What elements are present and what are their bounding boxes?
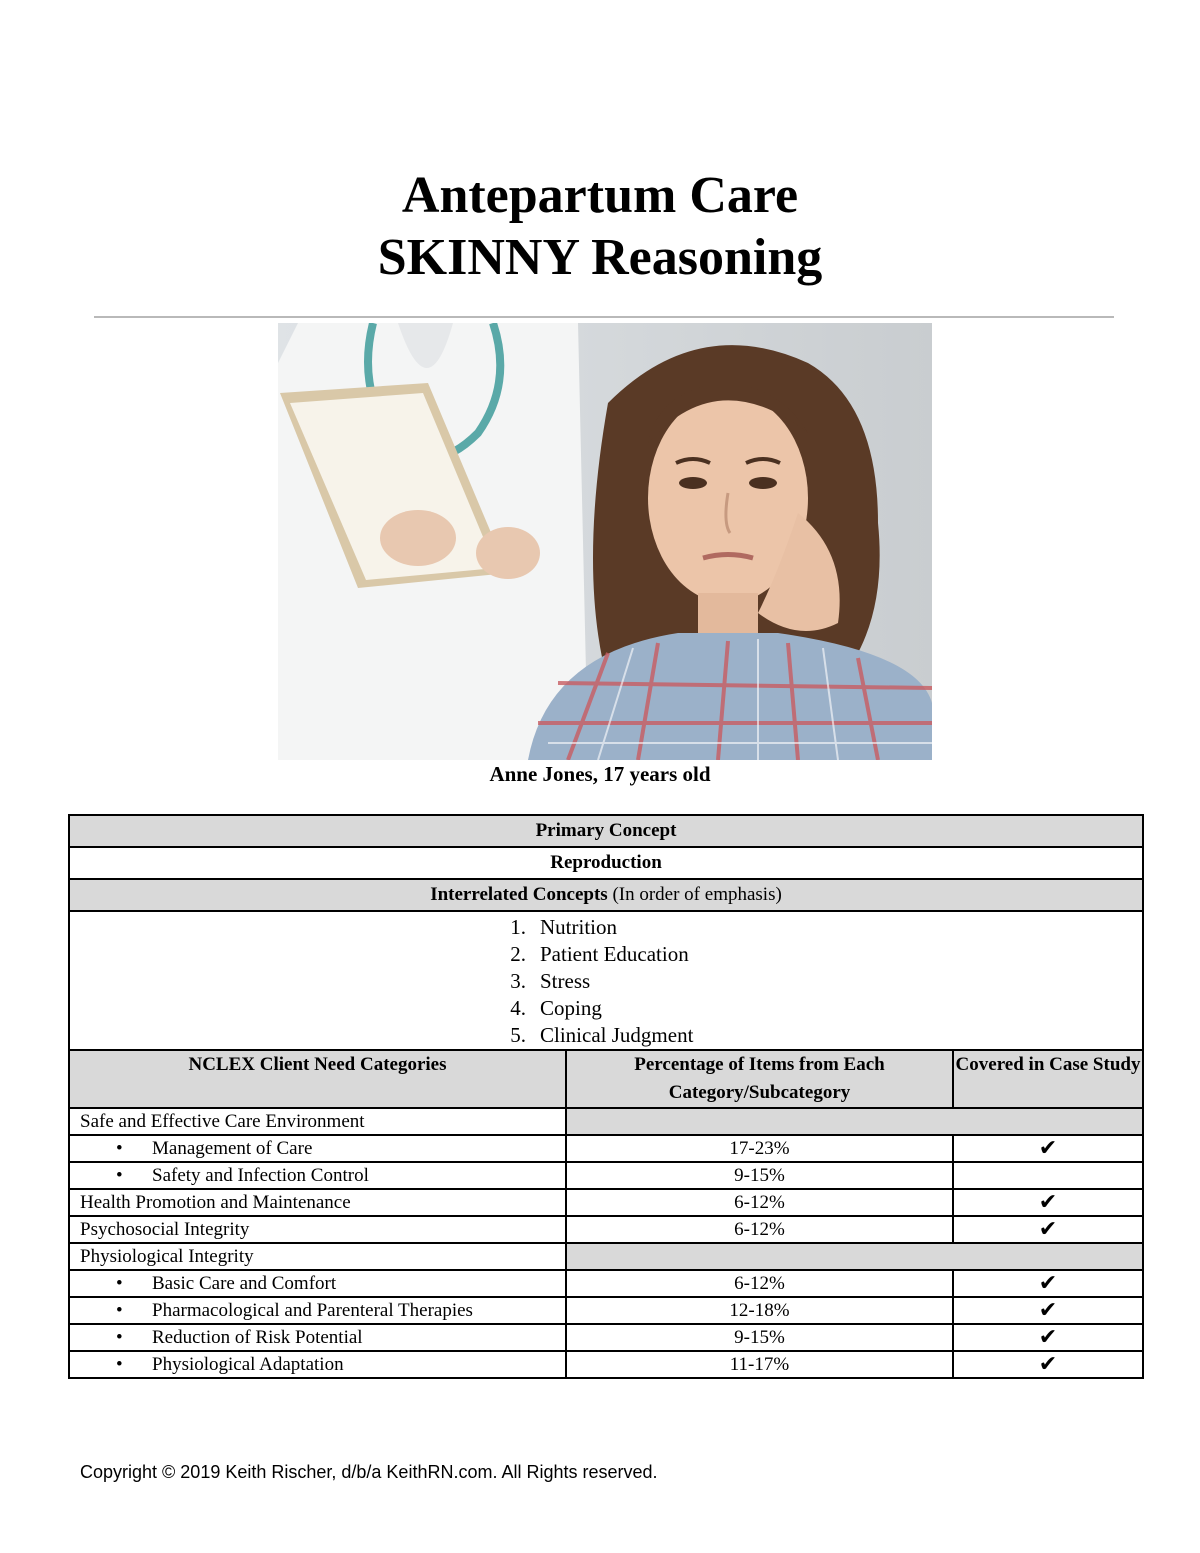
- subcategory-label: • Reduction of Risk Potential: [69, 1324, 566, 1351]
- table-row: [69, 1297, 1143, 1324]
- checkmark-icon: ✔: [953, 1351, 1143, 1378]
- checkmark-icon: ✔: [953, 1297, 1143, 1324]
- title-divider: [94, 316, 1114, 318]
- document-title: [0, 165, 1200, 289]
- primary-concept-header: Primary Concept: [69, 815, 1143, 847]
- subcategory-label: • Physiological Adaptation: [69, 1351, 566, 1378]
- percentage-cell: 6-12%: [566, 1189, 953, 1216]
- title-line-1: Antepartum Care: [401, 167, 799, 224]
- photo-caption: Anne Jones, 17 years old: [489, 762, 711, 786]
- percentage-cell: 17-23%: [566, 1135, 953, 1162]
- category-label: Psychosocial Integrity: [69, 1216, 566, 1243]
- percentage-cell: 9-15%: [566, 1162, 953, 1189]
- percentage-cell: 6-12%: [566, 1270, 953, 1297]
- category-spacer: [566, 1108, 1143, 1135]
- list-item: 5. Clinical Judgment: [510, 1023, 694, 1047]
- table-row: [69, 1162, 1143, 1189]
- table-row: [69, 1108, 1143, 1135]
- primary-concept-value: Reproduction: [69, 847, 1143, 879]
- column-header-covered: Covered in Case Study: [953, 1050, 1143, 1108]
- percentage-cell: 9-15%: [566, 1324, 953, 1351]
- checkmark-icon: ✔: [953, 1135, 1143, 1162]
- patient-photo: [278, 323, 932, 760]
- list-item: 4. Coping: [510, 996, 602, 1020]
- subcategory-label: • Pharmacological and Parenteral Therapies: [69, 1297, 566, 1324]
- list-item: 3. Stress: [510, 969, 591, 993]
- table-row: [69, 1270, 1143, 1297]
- table-row: [69, 1135, 1143, 1162]
- category-label: Safe and Effective Care Environment: [69, 1108, 566, 1135]
- list-item: 1. Nutrition: [510, 915, 617, 939]
- percentage-cell: 12-18%: [566, 1297, 953, 1324]
- checkmark-icon: ✔: [953, 1189, 1143, 1216]
- title-line-2: SKINNY Reasoning: [377, 229, 823, 286]
- copyright-footer: Copyright © 2019 Keith Rischer, d/b/a KeithRN.com. All Rights reserved.: [80, 1462, 658, 1482]
- column-header-percentage: Percentage of Items from Each Category/Subcategory: [566, 1050, 953, 1108]
- table-row: [69, 1324, 1143, 1351]
- checkmark-icon: ✔: [953, 1270, 1143, 1297]
- checkmark-icon: ✔: [953, 1324, 1143, 1351]
- percentage-cell: 11-17%: [566, 1351, 953, 1378]
- checkmark-cell: [953, 1162, 1143, 1189]
- interrelated-concepts-header: Interrelated Concepts (In order of emphasis): [69, 879, 1143, 911]
- subcategory-label: • Basic Care and Comfort: [69, 1270, 566, 1297]
- subcategory-label: • Management of Care: [69, 1135, 566, 1162]
- checkmark-icon: ✔: [953, 1216, 1143, 1243]
- subcategory-label: • Safety and Infection Control: [69, 1162, 566, 1189]
- list-item: 2. Patient Education: [510, 942, 689, 966]
- category-label: Physiological Integrity: [69, 1243, 566, 1270]
- percentage-cell: 6-12%: [566, 1216, 953, 1243]
- table-row: [69, 1216, 1143, 1243]
- table-row: [69, 1243, 1143, 1270]
- category-spacer: [566, 1243, 1143, 1270]
- concept-table: [68, 814, 1144, 1379]
- column-header-categories: NCLEX Client Need Categories: [69, 1050, 566, 1108]
- category-label: Health Promotion and Maintenance: [69, 1189, 566, 1216]
- interrelated-concepts-list: [69, 911, 1143, 1050]
- table-row: [69, 1351, 1143, 1378]
- table-row: [69, 1189, 1143, 1216]
